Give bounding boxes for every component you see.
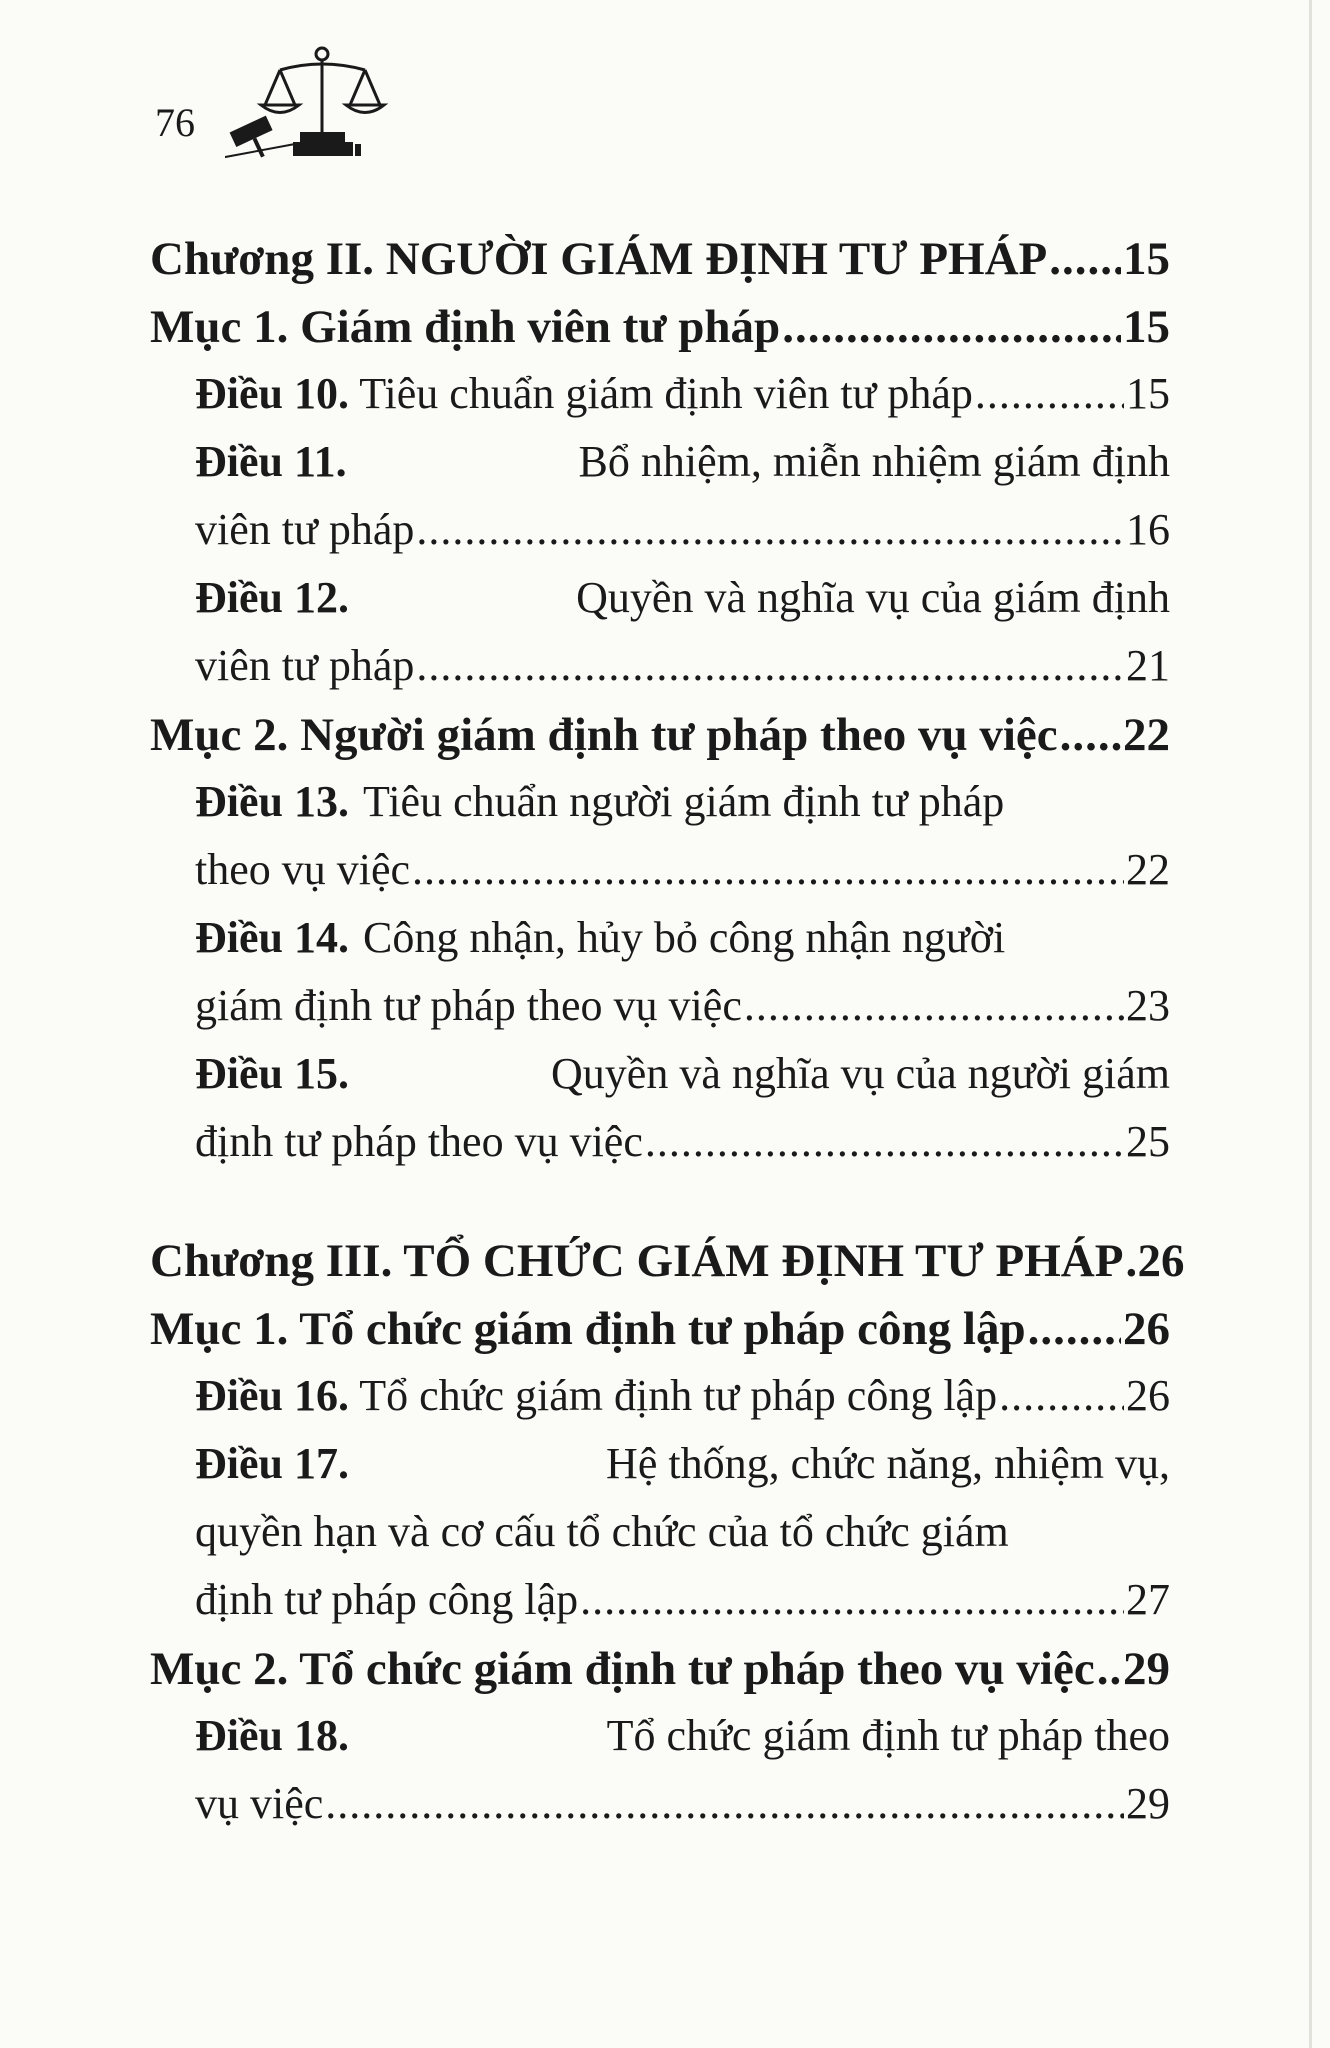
article-title-line1: Hệ thống, chức năng, nhiệm vụ, <box>606 1439 1170 1488</box>
toc-page-number: 29 <box>1126 1779 1170 1828</box>
toc-leader-dots <box>1060 708 1121 762</box>
article-title: Tổ chức giám định tư pháp công lập <box>359 1371 998 1420</box>
toc-entry-title: Mục 1. Tổ chức giám định tư pháp công lập <box>150 1303 1026 1355</box>
toc-leader-dots <box>744 980 1124 1031</box>
article-label: Điều 16. <box>195 1371 349 1420</box>
article-title-line1: Tiêu chuẩn người giám định tư pháp <box>363 777 1005 826</box>
article-title: Tiêu chuẩn giám định viên tư pháp <box>359 369 973 418</box>
page-number: 76 <box>155 100 195 145</box>
scales-and-gavel-icon <box>225 40 420 160</box>
toc-article-17-line2 <box>150 1506 1170 1574</box>
article-title-line1: Tổ chức giám định tư pháp theo <box>606 1711 1170 1760</box>
toc-ch3-section-1 <box>150 1302 1170 1370</box>
toc-page-number: 15 <box>1123 233 1170 285</box>
article-title-line1: Công nhận, hủy bỏ công nhận người <box>363 913 1006 962</box>
toc-article-11-line1 <box>150 436 1170 504</box>
toc-article-18-line1 <box>150 1710 1170 1778</box>
article-label: Điều 17. <box>195 1439 349 1488</box>
toc-page-number: 26 <box>1137 1235 1185 1287</box>
toc-page-number: 21 <box>1126 641 1170 690</box>
toc-entry-title: Mục 1. Giám định viên tư pháp <box>150 301 781 353</box>
article-label: Điều 11. <box>195 437 347 486</box>
toc-leader-dots <box>416 640 1124 691</box>
toc-page-number: 27 <box>1126 1575 1170 1624</box>
toc-article-15-line1 <box>150 1048 1170 1116</box>
toc-page-number: 25 <box>1126 1117 1170 1166</box>
toc-page-number: 26 <box>1126 1371 1170 1420</box>
toc-article-12-line2 <box>150 640 1170 708</box>
toc-page-number: 15 <box>1126 369 1170 418</box>
toc-article-18-line2 <box>150 1778 1170 1846</box>
toc-entry-title: Mục 2. Tổ chức giám định tư pháp theo vụ việc <box>150 1643 1095 1695</box>
toc-page-number: 22 <box>1126 845 1170 894</box>
article-title-line2: định tư pháp theo vụ việc <box>195 1117 643 1166</box>
article-label: Điều 13. <box>195 777 349 826</box>
toc-article-14-line2 <box>150 980 1170 1048</box>
toc-chapter-3 <box>150 1234 1185 1302</box>
article-title-line1: Quyền và nghĩa vụ của giám định <box>576 573 1170 622</box>
toc-leader-dots <box>412 844 1124 895</box>
toc-leader-dots <box>416 504 1124 555</box>
article-title-line2: giám định tư pháp theo vụ việc <box>195 981 742 1030</box>
toc-article-15-line2 <box>150 1116 1170 1184</box>
toc-article-14-line1 <box>150 912 1170 980</box>
toc-entry-title <box>195 1370 997 1421</box>
toc-entry-title: Chương III. TỔ CHỨC GIÁM ĐỊNH TƯ PHÁP <box>150 1235 1124 1287</box>
toc-article-12-line1 <box>150 572 1170 640</box>
toc-leader-dots <box>1125 1234 1135 1288</box>
table-of-contents <box>150 232 1185 1846</box>
toc-page-number: 29 <box>1123 1643 1170 1695</box>
article-title-line2: quyền hạn và cơ cấu tổ chức của tổ chức giám <box>195 1507 1009 1556</box>
toc-leader-dots <box>325 1778 1124 1829</box>
toc-leader-dots <box>1097 1642 1121 1696</box>
toc-entry-title: Mục 2. Người giám định tư pháp theo vụ việc <box>150 709 1058 761</box>
toc-article-10 <box>150 368 1170 436</box>
article-title-line2: viên tư pháp <box>195 505 415 554</box>
article-title-line2: viên tư pháp <box>195 641 415 690</box>
toc-page-number: 15 <box>1123 301 1170 353</box>
toc-ch3-section-2 <box>150 1642 1170 1710</box>
toc-article-11-line2 <box>150 504 1170 572</box>
toc-article-16 <box>150 1370 1170 1438</box>
toc-leader-dots <box>975 368 1124 419</box>
article-label: Điều 12. <box>195 573 349 622</box>
toc-section-1 <box>150 300 1170 368</box>
article-title-line2: theo vụ việc <box>195 845 411 894</box>
article-label: Điều 10. <box>195 369 349 418</box>
toc-article-13-line1 <box>150 776 1170 844</box>
toc-leader-dots <box>645 1116 1124 1167</box>
article-title-line2: vụ việc <box>195 1779 324 1828</box>
chapter-gap <box>150 1184 1170 1234</box>
toc-section-2 <box>150 708 1170 776</box>
toc-article-13-line2 <box>150 844 1170 912</box>
toc-chapter-2 <box>150 232 1170 300</box>
toc-page-number: 23 <box>1126 981 1170 1030</box>
toc-page-number: 22 <box>1123 709 1170 761</box>
toc-entry-title <box>195 368 973 419</box>
article-label: Điều 14. <box>195 913 349 962</box>
toc-leader-dots <box>580 1574 1124 1625</box>
toc-article-17-line3 <box>150 1574 1170 1642</box>
toc-article-17-line1 <box>150 1438 1170 1506</box>
article-title-line3: định tư pháp công lập <box>195 1575 579 1624</box>
toc-page-number: 16 <box>1126 505 1170 554</box>
toc-leader-dots <box>999 1370 1124 1421</box>
toc-entry-title: Chương II. NGƯỜI GIÁM ĐỊNH TƯ PHÁP <box>150 233 1048 285</box>
article-label: Điều 15. <box>195 1049 349 1098</box>
toc-leader-dots <box>1049 232 1121 286</box>
toc-page-number: 26 <box>1123 1303 1170 1355</box>
toc-leader-dots <box>782 300 1121 354</box>
article-title-line1: Bổ nhiệm, miễn nhiệm giám định <box>578 437 1170 486</box>
article-title-line1: Quyền và nghĩa vụ của người giám <box>551 1049 1170 1098</box>
page-edge <box>1309 0 1312 2048</box>
toc-leader-dots <box>1028 1302 1121 1356</box>
article-label: Điều 18. <box>195 1711 349 1760</box>
